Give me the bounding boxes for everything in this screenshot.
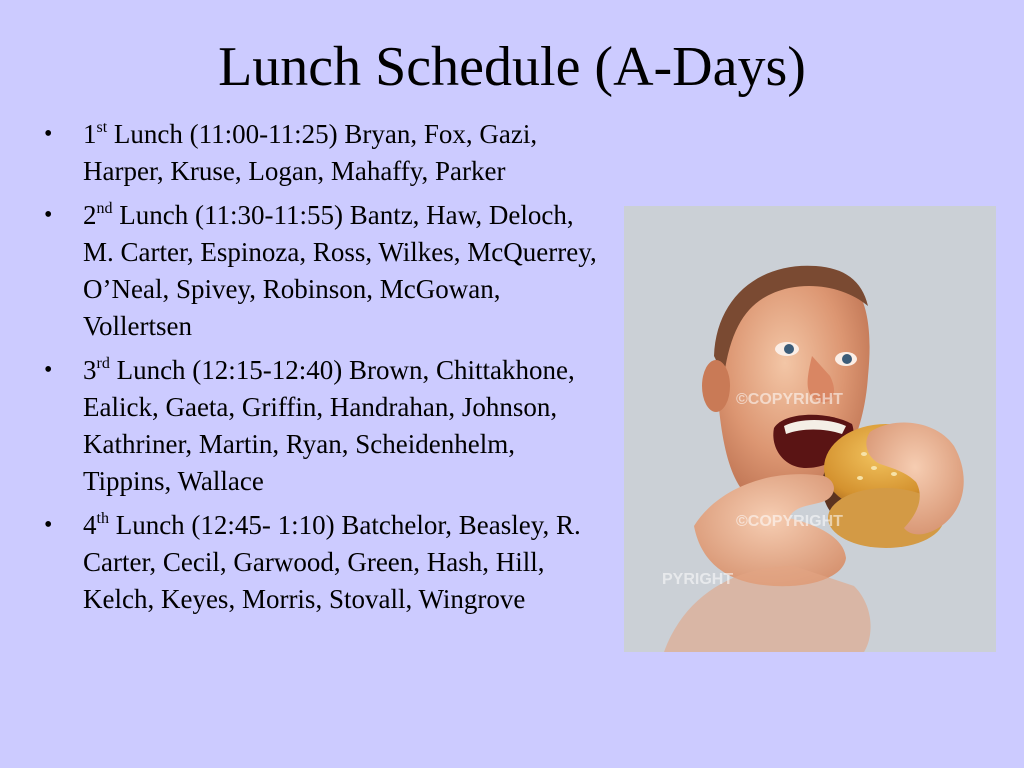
- lunch-number: 1: [83, 119, 97, 149]
- lunch-details: Lunch (12:15-12:40) Brown, Chittakhone, Ealick, Gaeta, Griffin, Handrahan, Johnson, Kathriner, Martin, Ryan, Scheidenhelm, Tippins, Wallace: [83, 355, 575, 496]
- bullet-icon: •: [44, 121, 53, 147]
- lunch-number: 3: [83, 355, 97, 385]
- lunch-ordinal: st: [96, 119, 108, 136]
- lunch-details: Lunch (11:00-11:25) Bryan, Fox, Gazi, Harper, Kruse, Logan, Mahaffy, Parker: [83, 119, 538, 186]
- watermark-text: ©COPYRIGHT: [736, 391, 843, 408]
- bullet-icon: •: [44, 202, 53, 228]
- lunch-number: 2: [83, 200, 97, 230]
- list-item: [42, 116, 602, 190]
- lunch-ordinal: th: [96, 510, 109, 527]
- watermark-text: PYRIGHT: [662, 571, 734, 588]
- list-item: [42, 352, 602, 500]
- man-eating-burger-photo: [624, 206, 996, 652]
- photo-illustration: [624, 206, 996, 652]
- slide-title: Lunch Schedule (A-Days): [218, 36, 806, 98]
- bullet-icon: •: [44, 357, 53, 383]
- lunch-details: Lunch (12:45- 1:10) Batchelor, Beasley, R. Carter, Cecil, Garwood, Green, Hash, Hill, Kelch, Keyes, Morris, Stovall, Wingrove: [83, 510, 581, 614]
- watermark-text: ©COPYRIGHT: [736, 513, 843, 530]
- bullet-icon: •: [44, 512, 53, 538]
- lunch-ordinal: nd: [96, 200, 113, 217]
- lunch-schedule-list: [42, 116, 602, 625]
- list-item: [42, 507, 602, 618]
- lunch-ordinal: rd: [96, 355, 110, 372]
- lunch-number: 4: [83, 510, 97, 540]
- lunch-details: Lunch (11:30-11:55) Bantz, Haw, Deloch, M. Carter, Espinoza, Ross, Wilkes, McQuerrey, O’Neal, Spivey, Robinson, McGowan, Vollertsen: [83, 200, 597, 341]
- list-item: [42, 197, 602, 345]
